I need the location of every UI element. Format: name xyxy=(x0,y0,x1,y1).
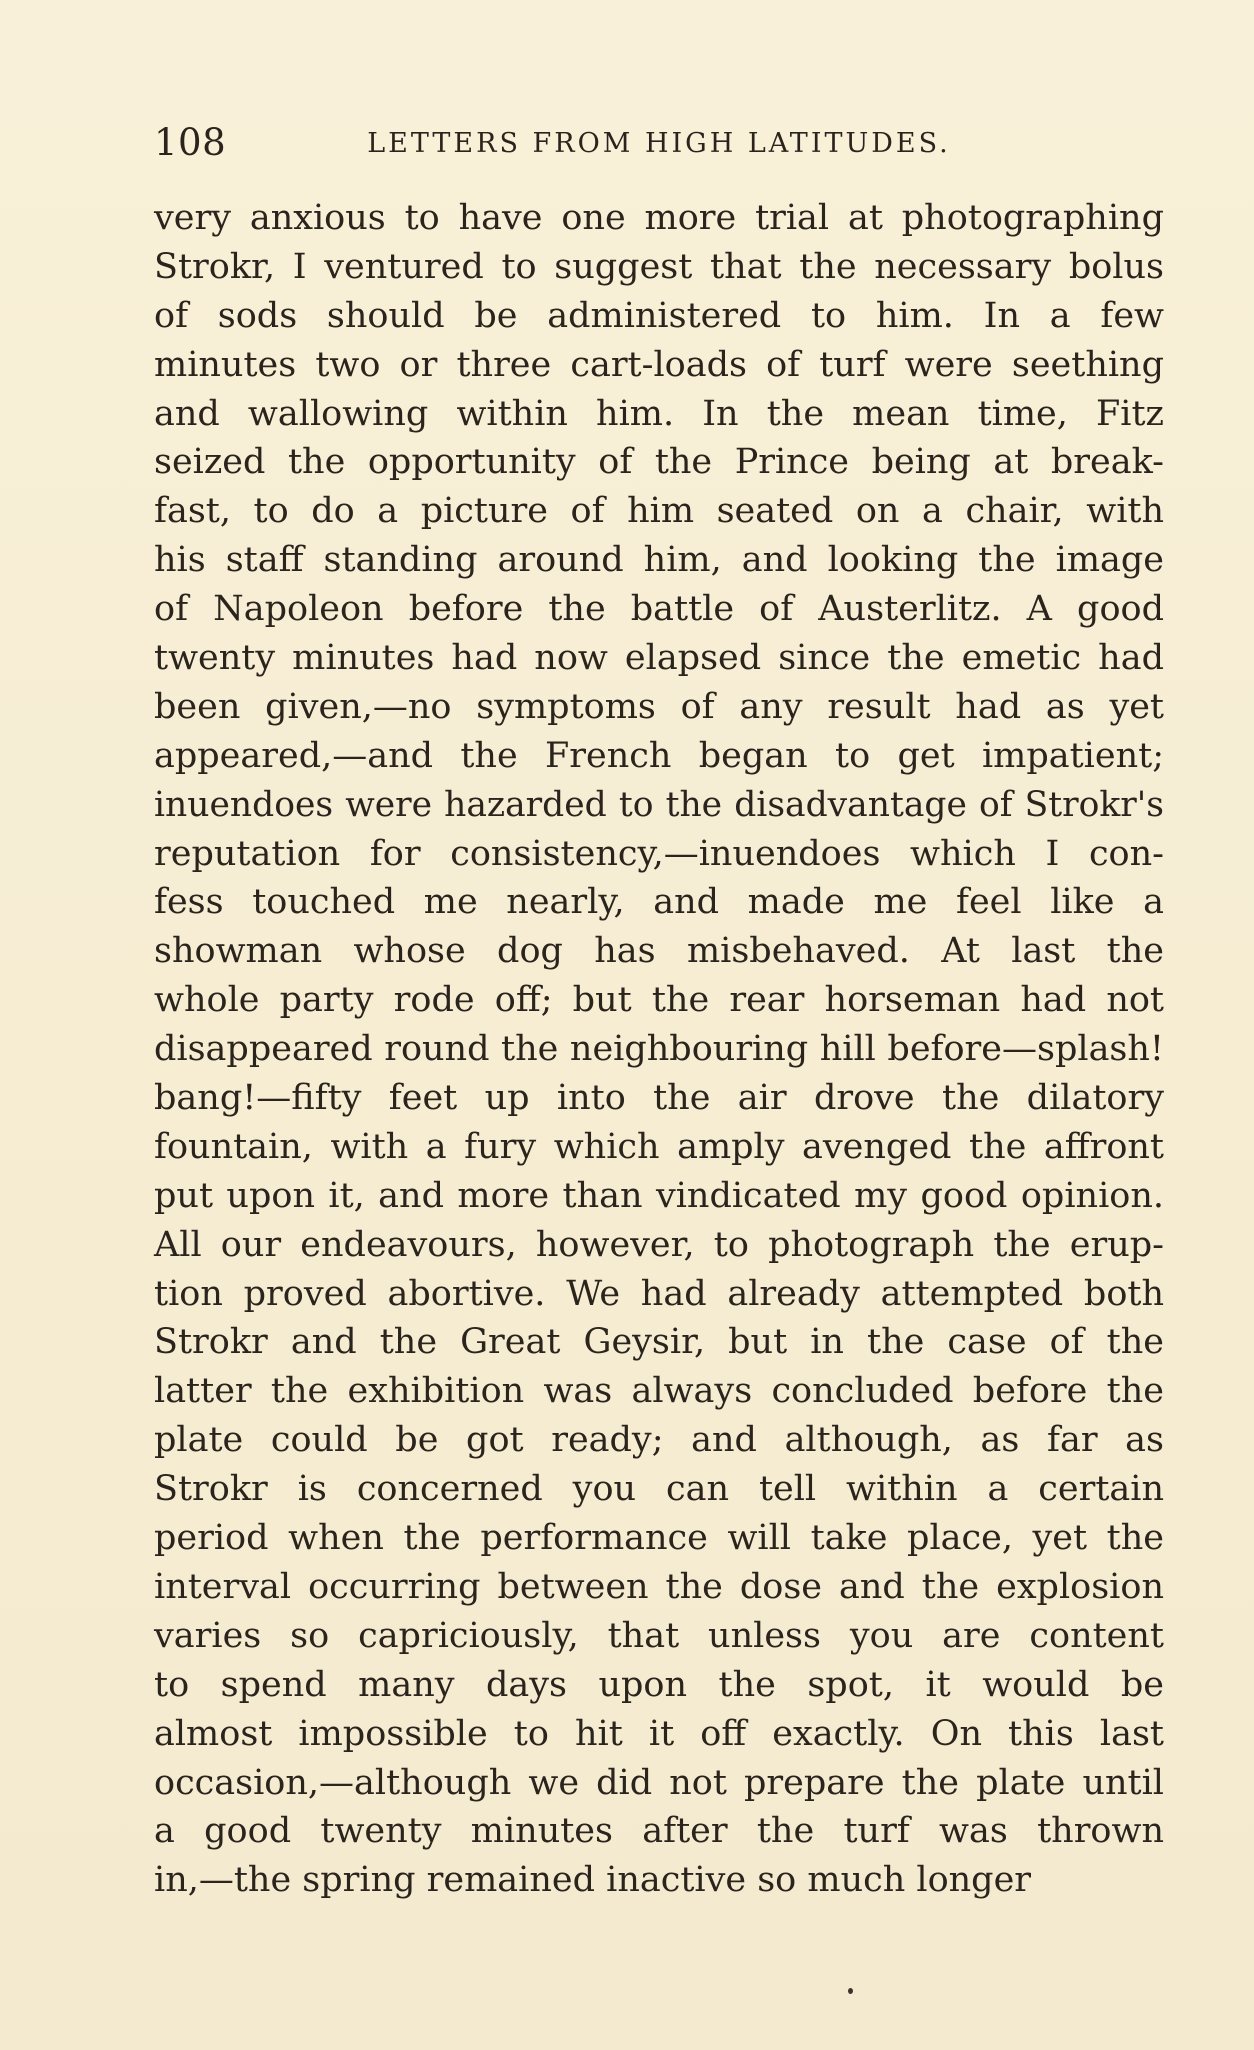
text-line: very anxious to have one more trial at photographing xyxy=(154,198,1164,238)
text-line: inuendoes were hazarded to the disadvantage of Strokr's xyxy=(154,784,1164,825)
text-line: appeared,—and the French began to get impatient; xyxy=(154,735,1164,776)
text-line: put upon it, and more than vindicated my good opinion. xyxy=(154,1175,1164,1216)
text-line: plate could be got ready; and although, as far as xyxy=(154,1420,1164,1461)
text-line: latter the exhibition was always concluded before the xyxy=(154,1371,1164,1412)
text-line: minutes two or three cart-loads of turf were seething xyxy=(154,344,1164,385)
body-text xyxy=(154,194,1164,1905)
text-line: to spend many days upon the spot, it would be xyxy=(154,1664,1164,1705)
text-line: All our endeavours, however, to photograph the erup- xyxy=(154,1224,1164,1265)
text-line: been given,—no symptoms of any result had as yet xyxy=(154,686,1164,727)
text-line: occasion,—although we did not prepare the plate until xyxy=(154,1762,1164,1803)
text-line: of sods should be administered to him. In a few xyxy=(154,295,1164,336)
text-line: bang!—fifty feet up into the air drove the dilatory xyxy=(154,1078,1164,1119)
text-line: fountain, with a fury which amply avenged the affront xyxy=(154,1126,1164,1167)
text-line: tion proved abortive. We had already attempted both xyxy=(154,1273,1164,1314)
text-line: and wallowing within him. In the mean time, Fitz xyxy=(154,393,1164,434)
text-line: Strokr and the Great Geysir, but in the case of the xyxy=(154,1322,1164,1363)
text-line: a good twenty minutes after the turf was thrown xyxy=(154,1811,1164,1852)
text-line: in,—the spring remained inactive so much longer xyxy=(154,1860,1032,1901)
text-line: almost impossible to hit it off exactly. On this last xyxy=(154,1713,1164,1754)
text-line: reputation for consistency,—inuendoes which I con- xyxy=(154,833,1164,874)
text-line: twenty minutes had now elapsed since the emetic had xyxy=(154,638,1164,679)
page-number: 108 xyxy=(154,121,227,164)
text-line: seized the opportunity of the Prince being at break- xyxy=(154,442,1164,483)
text-line: Strokr is concerned you can tell within a certain xyxy=(154,1469,1164,1510)
text-line: fess touched me nearly, and made me feel like a xyxy=(154,882,1164,923)
text-line: disappeared round the neighbouring hill before—splash! xyxy=(154,1029,1164,1070)
page-header xyxy=(154,118,1164,168)
text-line: showman whose dog has misbehaved. At last the xyxy=(154,931,1164,972)
text-line: period when the performance will take place, yet the xyxy=(154,1518,1164,1559)
ink-speck xyxy=(848,1988,853,1994)
text-line: interval occurring between the dose and the explosion xyxy=(154,1566,1164,1607)
text-line: varies so capriciously, that unless you are content xyxy=(154,1615,1164,1656)
text-line: his staff standing around him, and looking the image xyxy=(154,540,1164,581)
running-head: LETTERS FROM HIGH LATITUDES. xyxy=(367,128,951,159)
text-line: Strokr, I ventured to suggest that the necessary bolus xyxy=(154,246,1164,287)
text-line: of Napoleon before the battle of Austerlitz. A good xyxy=(154,589,1164,630)
text-line: whole party rode off; but the rear horseman had not xyxy=(154,980,1164,1021)
text-line: fast, to do a picture of him seated on a chair, with xyxy=(154,491,1164,532)
